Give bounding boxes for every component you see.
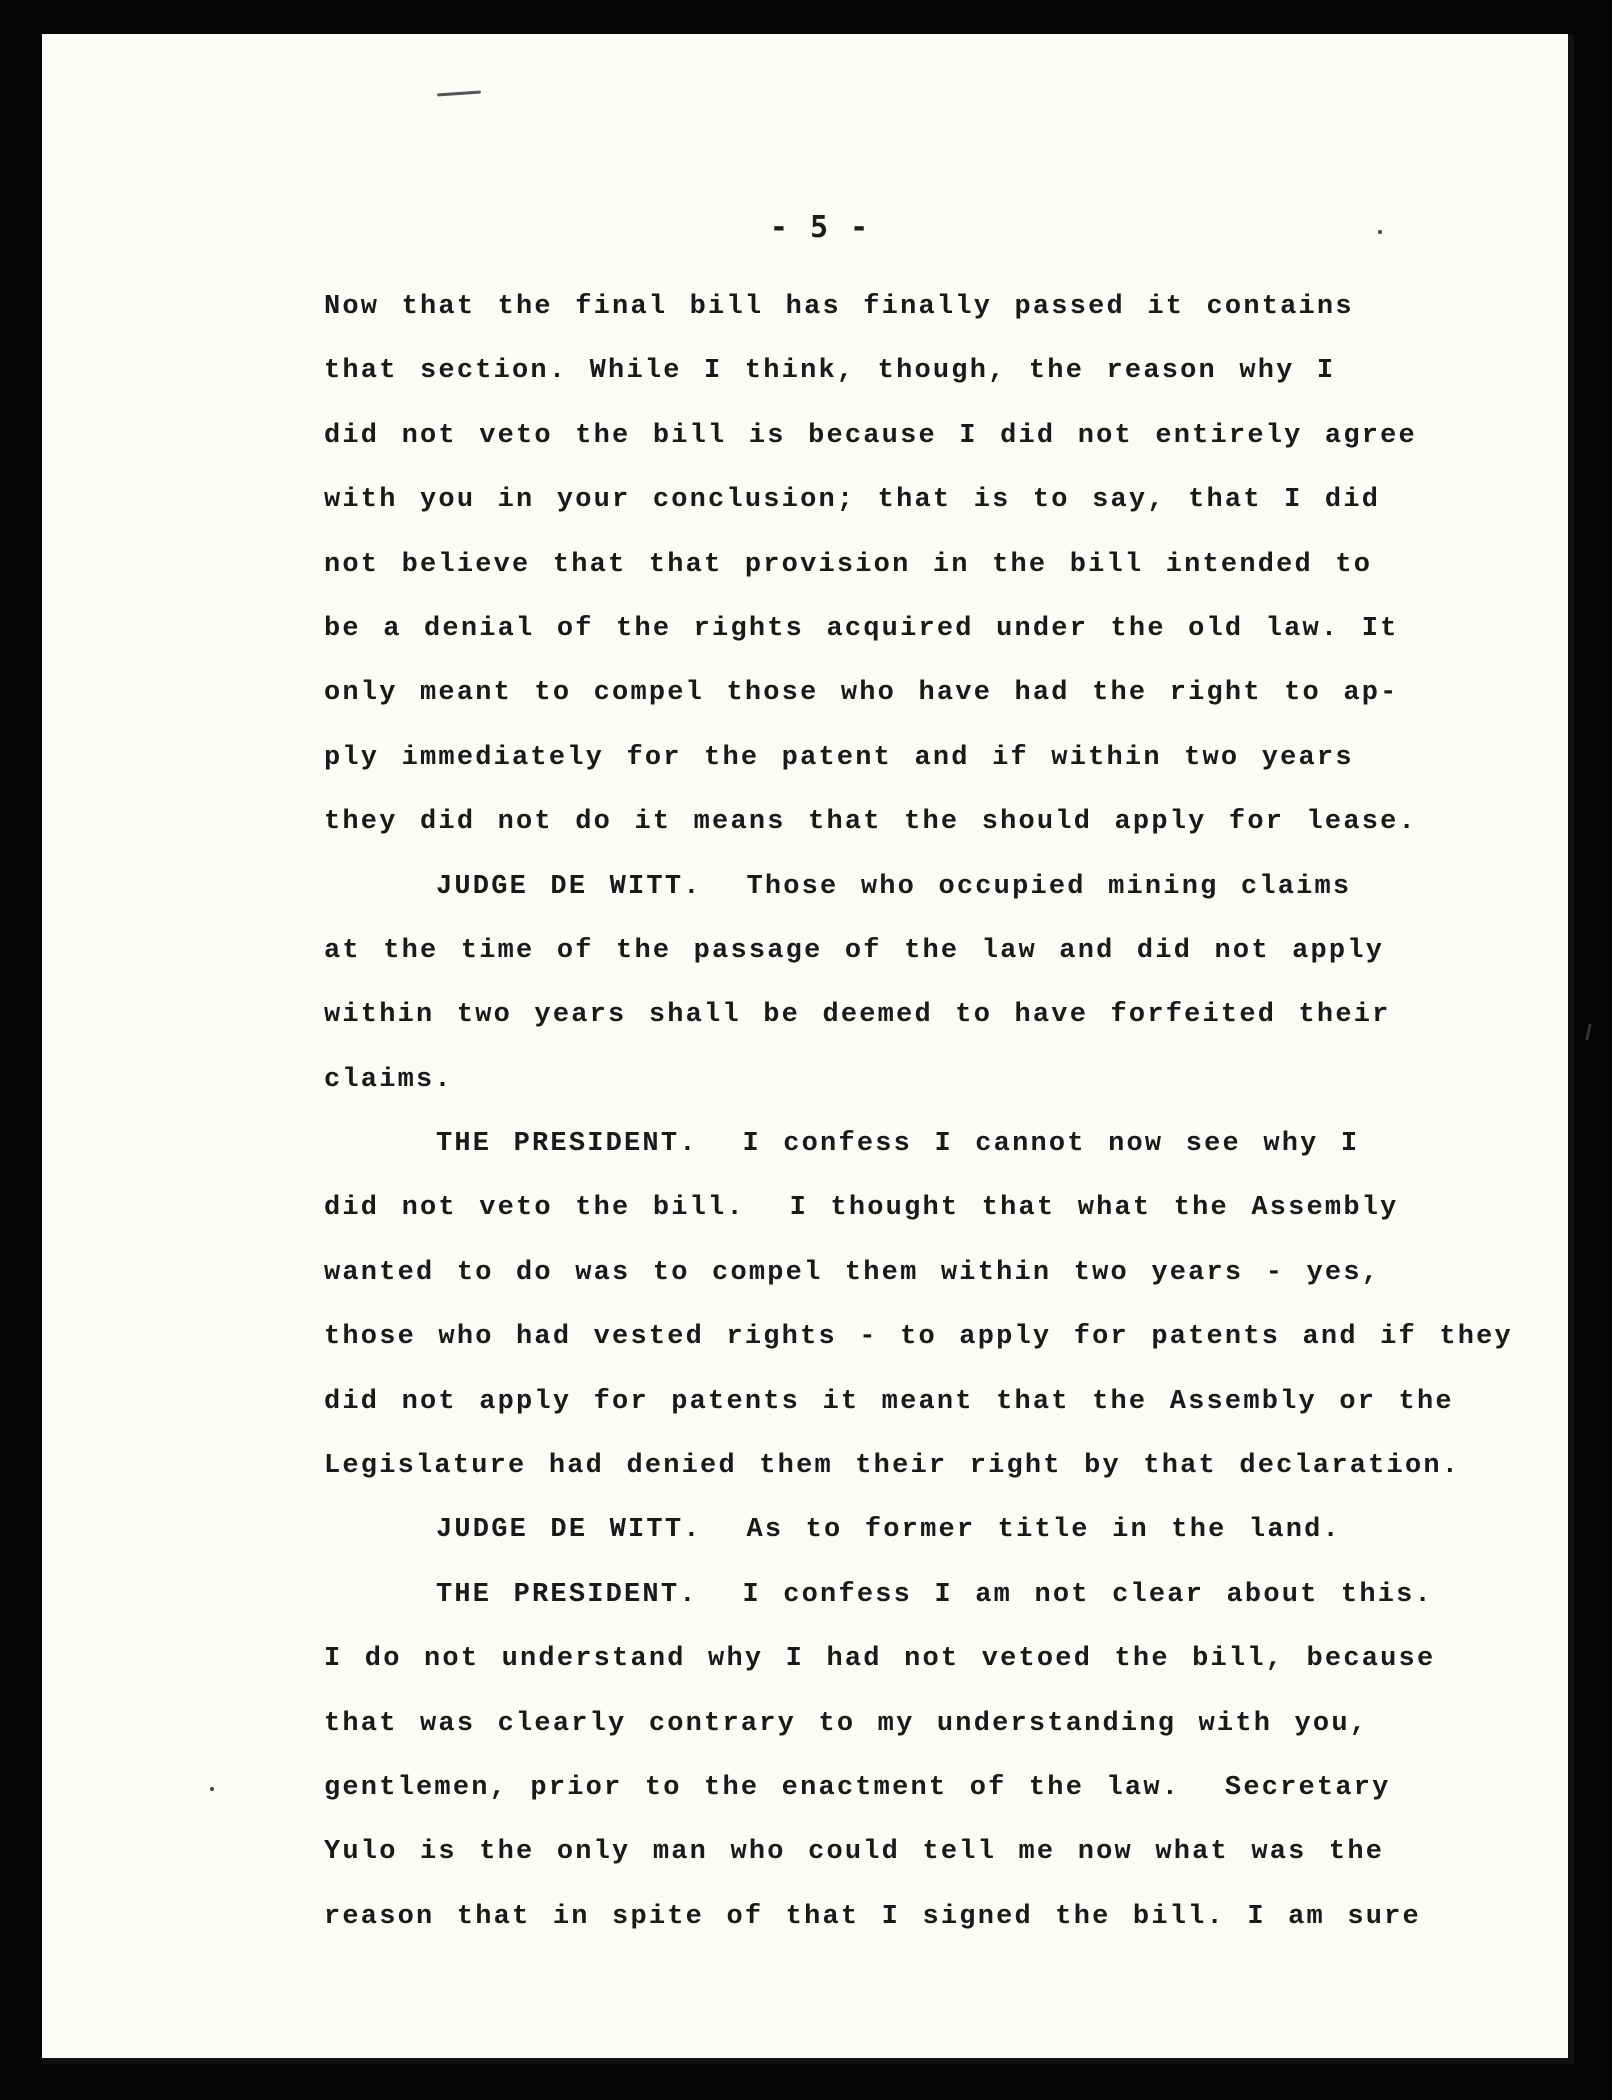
- speaker-line: JUDGE DE WITT. As to former title in the land.: [436, 1515, 1341, 1546]
- text-line: Yulo is the only man who could tell me now what was the: [324, 1837, 1385, 1868]
- text-line: ply immediately for the patent and if within two years: [324, 742, 1354, 773]
- text-line: Legislature had denied them their right by that declaration.: [324, 1451, 1461, 1482]
- transcript-body: [324, 275, 1574, 1949]
- text-line: be a denial of the rights acquired under the old law. It: [324, 613, 1399, 644]
- text-line: I do not understand why I had not vetoed the bill, because: [324, 1644, 1436, 1675]
- text-line: within two years shall be deemed to have forfeited their: [324, 1000, 1391, 1031]
- text-line: Now that the final bill has finally passed it contains: [324, 292, 1354, 322]
- speaker-line: THE PRESIDENT. I confess I am not clear about this.: [436, 1579, 1433, 1610]
- stray-dot: [210, 1787, 214, 1791]
- text-line: did not apply for patents it meant that the Assembly or the: [324, 1386, 1454, 1417]
- page-number: - 5 -: [769, 210, 871, 245]
- text-line: claims.: [324, 1064, 453, 1095]
- text-line: only meant to compel those who have had the right to ap-: [324, 678, 1399, 709]
- text-line: with you in your conclusion; that is to say, that I did: [324, 485, 1381, 516]
- speaker-line: THE PRESIDENT. I confess I cannot now see why I: [436, 1129, 1360, 1160]
- text-line: did not veto the bill is because I did not entirely agree: [324, 420, 1417, 451]
- text-line: that section. While I think, though, the reason why I: [324, 356, 1336, 387]
- margin-mark: [1585, 1024, 1591, 1040]
- text-line: they did not do it means that the should apply for lease.: [324, 807, 1417, 838]
- text-line: not believe that that provision in the bill intended to: [324, 549, 1373, 580]
- speaker-line: JUDGE DE WITT. Those who occupied mining claims: [436, 871, 1352, 902]
- stray-dot: [1378, 230, 1382, 234]
- text-line: that was clearly contrary to my understanding with you,: [324, 1708, 1369, 1739]
- text-line: did not veto the bill. I thought that what the Assembly: [324, 1193, 1399, 1224]
- text-line: gentlemen, prior to the enactment of the law. Secretary: [324, 1772, 1391, 1803]
- text-line: wanted to do was to compel them within two years - yes,: [324, 1257, 1381, 1288]
- text-line: those who had vested rights - to apply for patents and if they: [324, 1322, 1513, 1353]
- text-line: at the time of the passage of the law and did not apply: [324, 935, 1385, 966]
- text-line: reason that in spite of that I signed the bill. I am sure: [324, 1901, 1421, 1932]
- pencil-mark: [437, 90, 481, 96]
